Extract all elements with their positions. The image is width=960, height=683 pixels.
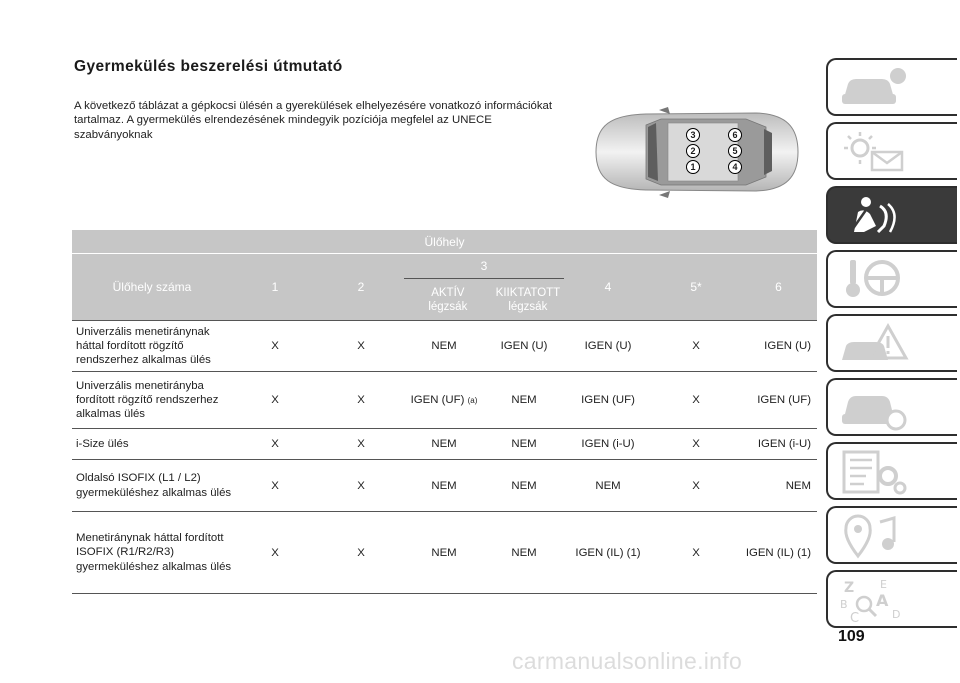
row-label: i-Size ülés [76,437,129,450]
cell-value: NEM [511,546,537,559]
table-row [72,372,817,429]
svg-text:B: B [840,598,848,611]
tab-safety[interactable] [826,186,957,244]
cell-value: X [692,340,700,352]
cell-value: NEM [785,479,811,492]
header-col-5: 5* [690,280,702,294]
seat-badge-5: 5 [728,144,742,158]
cell-value: IGEN (UF) [581,394,635,406]
header-col-4: 4 [604,280,612,294]
svg-text:D: D [892,608,901,621]
cell-value: X [357,394,365,406]
cell-value: IGEN (U) [500,340,548,352]
cell-value: X [357,438,365,450]
page-number: 109 [838,628,865,645]
cell-value: IGEN (i-U) [757,438,811,450]
header-airbag-active: AKTÍV légzsák [428,286,468,313]
cell-value: X [692,438,700,450]
cell-value: IGEN (i-U) [581,438,635,450]
cell-value [404,372,484,428]
header-col-6: 6 [775,280,782,294]
cell-value: X [271,479,279,492]
row-label: Menetiránynak háttal fordított ISOFIX (R1/R2/R3) gyermeküléshez alkalmas ülés [76,532,232,573]
car-crash-warning-icon [836,320,916,368]
tab-car-info[interactable] [826,58,957,116]
header-col-1: 1 [271,280,279,294]
car-service-icon [836,384,916,432]
tab-technical-data[interactable] [826,442,957,500]
header-col-2: 2 [357,280,365,294]
cell-value: NEM [431,340,457,352]
svg-text:Z: Z [844,580,855,596]
car-info-icon [836,64,916,112]
cell-value: X [271,438,279,450]
seat-badge-3: 3 [686,128,700,142]
cell-value: X [692,546,700,559]
row-label: Oldalsó ISOFIX (L1 / L2) gyermeküléshez alkalmas ülés [76,472,232,499]
cell-value: NEM [511,479,537,492]
cell-value: X [692,394,700,406]
cell-value: NEM [431,546,457,559]
seat-position-map [686,128,746,176]
seat-badge-2: 2 [686,144,700,158]
intro-paragraph: A következő táblázat a gépkocsi ülésén a gyerekülések elhelyezésére vonatkozó információkat tartalmaz. A gyermekülés elrendezésének mindegyik pozíciója megfelel az UNECE szabványoknak [74,100,553,141]
seat-badge-4: 4 [728,160,742,174]
footnote-marker: (a) [467,395,478,405]
cell-value: X [271,546,279,559]
table-header-row [72,254,817,321]
tab-starting-driving[interactable] [826,250,957,308]
table-row [72,512,817,594]
table-row [72,429,817,460]
cell-value: IGEN (U) [584,340,632,352]
cell-value: X [692,479,700,492]
cell-value: NEM [431,438,457,450]
cell-value: X [357,479,365,492]
alphabet-index-icon [836,576,916,624]
tab-maintenance[interactable] [826,378,957,436]
cell-value: X [271,394,279,406]
svg-text:A: A [876,591,889,610]
warning-light-message-icon [836,128,916,176]
key-steering-wheel-icon [836,256,916,304]
table-row [72,321,817,372]
cell-value: X [357,546,365,559]
child-seat-table [72,230,817,594]
navigation-music-icon [836,512,916,560]
header-seat-number: Ülőhely száma [112,280,192,294]
cell-value: X [357,340,365,352]
cell-value: IGEN (U) [764,340,811,352]
header-col-3-number: 3 [404,254,564,279]
seat-airbag-icon [836,192,916,240]
tab-multimedia[interactable] [826,506,957,564]
seat-badge-6: 6 [728,128,742,142]
cell-value: NEM [431,479,457,492]
table-row [72,460,817,512]
header-col-3 [404,254,564,320]
tab-warning-lights[interactable] [826,122,957,180]
cell-value: IGEN (IL) (1) [575,546,641,559]
watermark: carmanualsonline.info [512,648,743,674]
table-group-header: Ülőhely [72,230,817,254]
cell-value: NEM [511,394,537,406]
header-airbag-inactive: KIIKTATOTT légzsák [495,286,561,313]
tab-emergency[interactable] [826,314,957,372]
page-title: Gyermekülés beszerelési útmutató [74,58,343,75]
cell-value: IGEN (UF) [757,394,811,406]
tab-index[interactable] [826,570,957,628]
cell-value: NEM [511,438,537,450]
chapter-sidebar [826,58,957,634]
cell-value: IGEN (IL) (1) [745,546,811,559]
cell-value-text: IGEN (UF) [410,394,465,406]
row-label: Univerzális menetirányba fordított rögzítő rendszerhez alkalmas ülés [76,379,219,421]
checklist-gear-icon [836,448,916,496]
row-label: Univerzális menetiránynak háttal fordított rögzítő rendszerhez alkalmas ülés [76,325,211,367]
seat-badge-1: 1 [686,160,700,174]
svg-text:C: C [850,611,860,624]
cell-value: NEM [595,479,621,492]
svg-text:E: E [880,578,887,591]
cell-value: X [271,340,279,352]
